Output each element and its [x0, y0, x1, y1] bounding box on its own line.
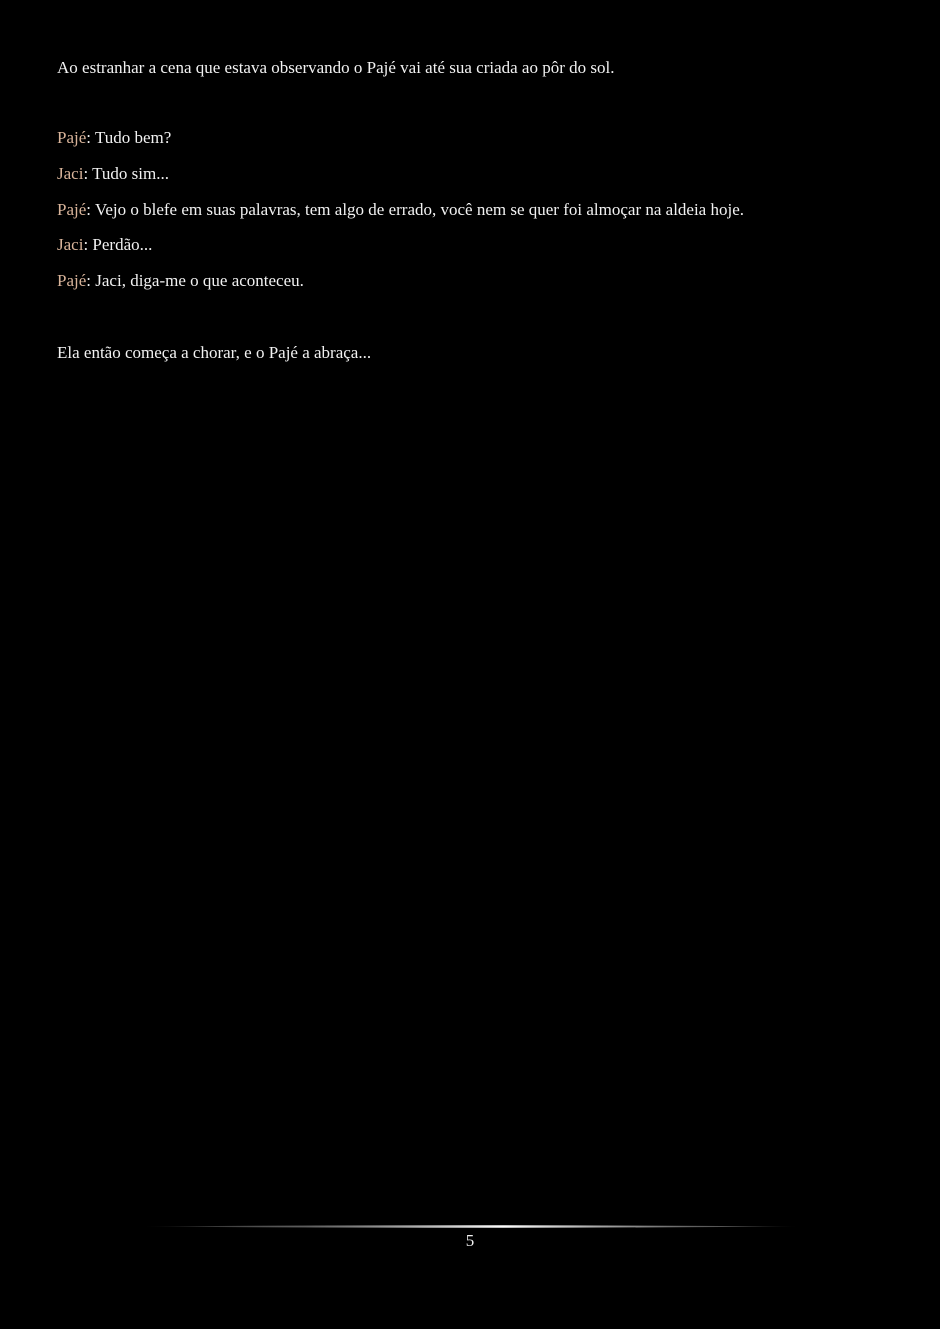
speaker-name: Pajé: [57, 271, 87, 290]
dialogue-line-4: [57, 235, 152, 255]
speaker-separator: :: [86, 128, 92, 147]
page-number: 5: [465, 1231, 475, 1250]
dialogue-line-2: [57, 164, 169, 184]
narration-paragraph-2: Ela então começa a chorar, e o Pajé a abraça...: [57, 343, 372, 362]
dialogue-line-5: [57, 271, 304, 291]
speaker-name: Jaci: [57, 235, 84, 254]
speaker-separator: :: [83, 235, 89, 254]
speaker-separator: :: [86, 200, 92, 219]
footer-divider: [140, 1224, 800, 1229]
dialogue-text: Jaci, diga-me o que aconteceu.: [91, 271, 304, 290]
speaker-name: Pajé: [57, 200, 87, 219]
speaker-name: Jaci: [57, 164, 84, 183]
speaker-name: Pajé: [57, 128, 87, 147]
dialogue-line-1: [57, 128, 171, 148]
dialogue-line-3: [57, 200, 744, 220]
dialogue-text: Perdão...: [88, 235, 153, 254]
dialogue-text: Tudo bem?: [91, 128, 172, 147]
narration-paragraph-1: Ao estranhar a cena que estava observando o Pajé vai até sua criada ao pôr do sol.: [57, 58, 615, 77]
dialogue-text: Tudo sim...: [88, 164, 169, 183]
dialogue-text: Vejo o blefe em suas palavras, tem algo de errado, você nem se quer foi almoçar na aldeia hoje.: [91, 200, 744, 219]
speaker-separator: :: [86, 271, 92, 290]
speaker-separator: :: [83, 164, 89, 183]
